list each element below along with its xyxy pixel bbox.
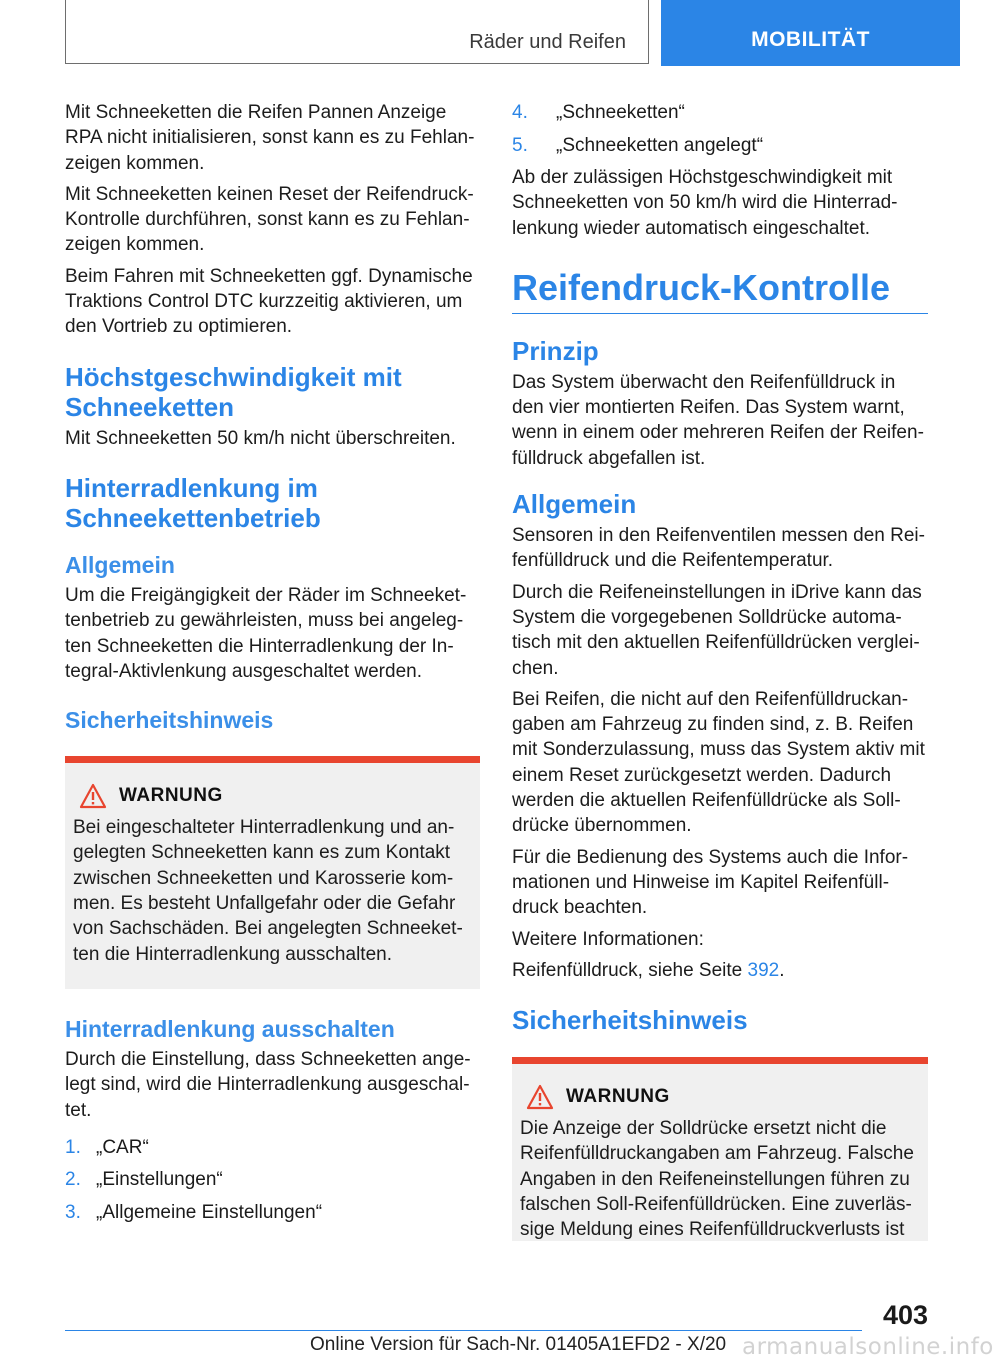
step-text: „Schneeketten“: [556, 102, 685, 123]
paragraph: Durch die Einstellung, dass Schneeketten angelegt sind, wird die Hinterradlenkung ausgeschaltet.: [65, 1048, 471, 1121]
heading-safety: Sicherheitshinweis: [512, 1005, 748, 1036]
step-text: „CAR“: [96, 1136, 149, 1158]
step-number: 3.: [65, 1201, 81, 1223]
paragraph: Mit Schneeketten die Reifen Pannen Anzeige RPA nicht initialisieren, sonst kann es zu Fehlanzeigen kommen.: [65, 102, 475, 174]
list-item: [512, 133, 928, 158]
heading-general: Allgemein: [65, 551, 175, 578]
warning-box: [512, 1057, 928, 1241]
steps-list: [65, 1135, 480, 1225]
heading-speed: Höchstgeschwindigkeit mit Schneeketten: [65, 361, 402, 422]
paragraph: Für die Bedienung des Systems auch die Informationen und Hinweise im Kapitel Reifenfülldruck beachten.: [512, 846, 909, 919]
page-number: 403: [882, 1300, 928, 1330]
chapter-tab[interactable]: [661, 0, 960, 66]
warning-text: Die Anzeige der Solldrücke ersetzt nicht die Reifenfülldruckangaben am Fahrzeug. Falsche Angaben in den Reifeneinstellungen führen zu falschen Soll-Reifenfülldrücken. Eine zuverlässige Meldung eines Reifenfülldruckverlusts ist: [520, 1118, 914, 1241]
step-number: 2.: [65, 1169, 81, 1191]
footer-divider: [65, 1330, 862, 1331]
warning-triangle-icon: [526, 1084, 554, 1110]
paragraph: Durch die Reifeneinstellungen in iDrive kann das System die vorgegebenen Solldrücke automatisch mit den aktuellen Reifenfülldrücken vergleichen.: [512, 581, 922, 679]
reference-end: .: [779, 959, 785, 981]
heading-rear-steering: Hinterradlenkung im Schneekettenbetrieb: [65, 472, 321, 533]
paragraph: Beim Fahren mit Schneeketten ggf. Dynamische Traktions Control DTC kurzzeitig aktivieren, um den Vortrieb zu optimieren.: [65, 265, 473, 338]
list-item: [65, 1167, 480, 1192]
heading-switch-off: Hinterradlenkung ausschalten: [65, 1015, 395, 1042]
watermark: armanualsonline.info: [742, 1334, 994, 1360]
section-title: Räder und Reifen: [469, 31, 626, 53]
footer-online-version: Online Version für Sach-Nr. 01405A1EFD2 - X/20: [310, 1334, 727, 1355]
heading-principle: Prinzip: [512, 335, 599, 366]
list-item: [65, 1200, 480, 1225]
reference-text: Reifenfülldruck, siehe Seite: [512, 959, 748, 981]
list-item: [512, 100, 928, 125]
warning-header: [73, 783, 470, 809]
paragraph: Sensoren in den Reifenventilen messen den Reifenfülldruck und die Reifentemperatur.: [512, 525, 925, 572]
warning-box: [65, 756, 480, 989]
paragraph: Mit Schneeketten keinen Reset der Reifendruck-Kontrolle durchführen, sonst kann es zu Fehlanzeigen kommen.: [65, 183, 474, 256]
heading-general: Allgemein: [512, 489, 637, 520]
page-reference: [512, 958, 928, 983]
paragraph: Bei Reifen, die nicht auf den Reifenfülldruckangaben am Fahrzeug zu finden sind, z. B. Reifen mit Sonderzulassung, muss das System aktiv mit einem Reset zurückgesetzt werden. Dadurch werden die aktuellen Reifenfülldrücke als Solldrücke übernommen.: [512, 688, 925, 837]
paragraph: Das System überwacht den Reifenfülldruck in den vier montierten Reifen. Das System warnt, wenn in einem oder mehreren Reifen der Reifenfülldruck abgefallen ist.: [512, 371, 924, 469]
step-number: 5.: [512, 134, 528, 156]
step-number: 1.: [65, 1136, 81, 1158]
step-text: „Schneeketten angelegt“: [556, 134, 764, 156]
warning-text: Bei eingeschalteter Hinterradlenkung und angelegten Schneeketten kann es zum Kontakt zwischen Schneeketten und Karosserie kommen. Es besteht Unfallgefahr oder die Gefahr von Sachschäden. Bei angelegten Schneeketten die Hinterradlenkung ausschalten.: [73, 817, 463, 965]
chapter-heading: Reifendruck-Kontrolle: [512, 267, 928, 314]
heading-safety: Sicherheitshinweis: [65, 707, 274, 734]
paragraph: Ab der zulässigen Höchstgeschwindigkeit mit Schneeketten von 50 km/h wird die Hinterradlenkung wieder automatisch eingeschaltet.: [512, 167, 898, 239]
left-column: [65, 100, 480, 1232]
paragraph: Mit Schneeketten 50 km/h nicht überschreiten.: [65, 427, 456, 449]
warning-header: [520, 1084, 918, 1110]
warning-title: WARNUNG: [566, 1086, 670, 1108]
warning-triangle-icon: [79, 783, 107, 809]
right-column: [512, 100, 928, 1241]
paragraph: Um die Freigängigkeit der Räder im Schneekettenbetrieb zu gewährleisten, muss bei angelegten Schneeketten die Hinterradlenkung der Integral-Aktivlenkung ausgeschaltet werden.: [65, 584, 467, 682]
step-number: 4.: [512, 102, 528, 123]
warning-title: WARNUNG: [119, 785, 223, 807]
paragraph: Weitere Informationen:: [512, 928, 704, 950]
page-link[interactable]: 392: [747, 959, 780, 981]
step-text: „Einstellungen“: [96, 1169, 223, 1191]
step-text: „Allgemeine Einstellungen“: [96, 1201, 323, 1223]
chapter-tab-label: MOBILITÄT: [751, 28, 870, 51]
list-item: [65, 1135, 480, 1160]
steps-list: [512, 100, 928, 158]
